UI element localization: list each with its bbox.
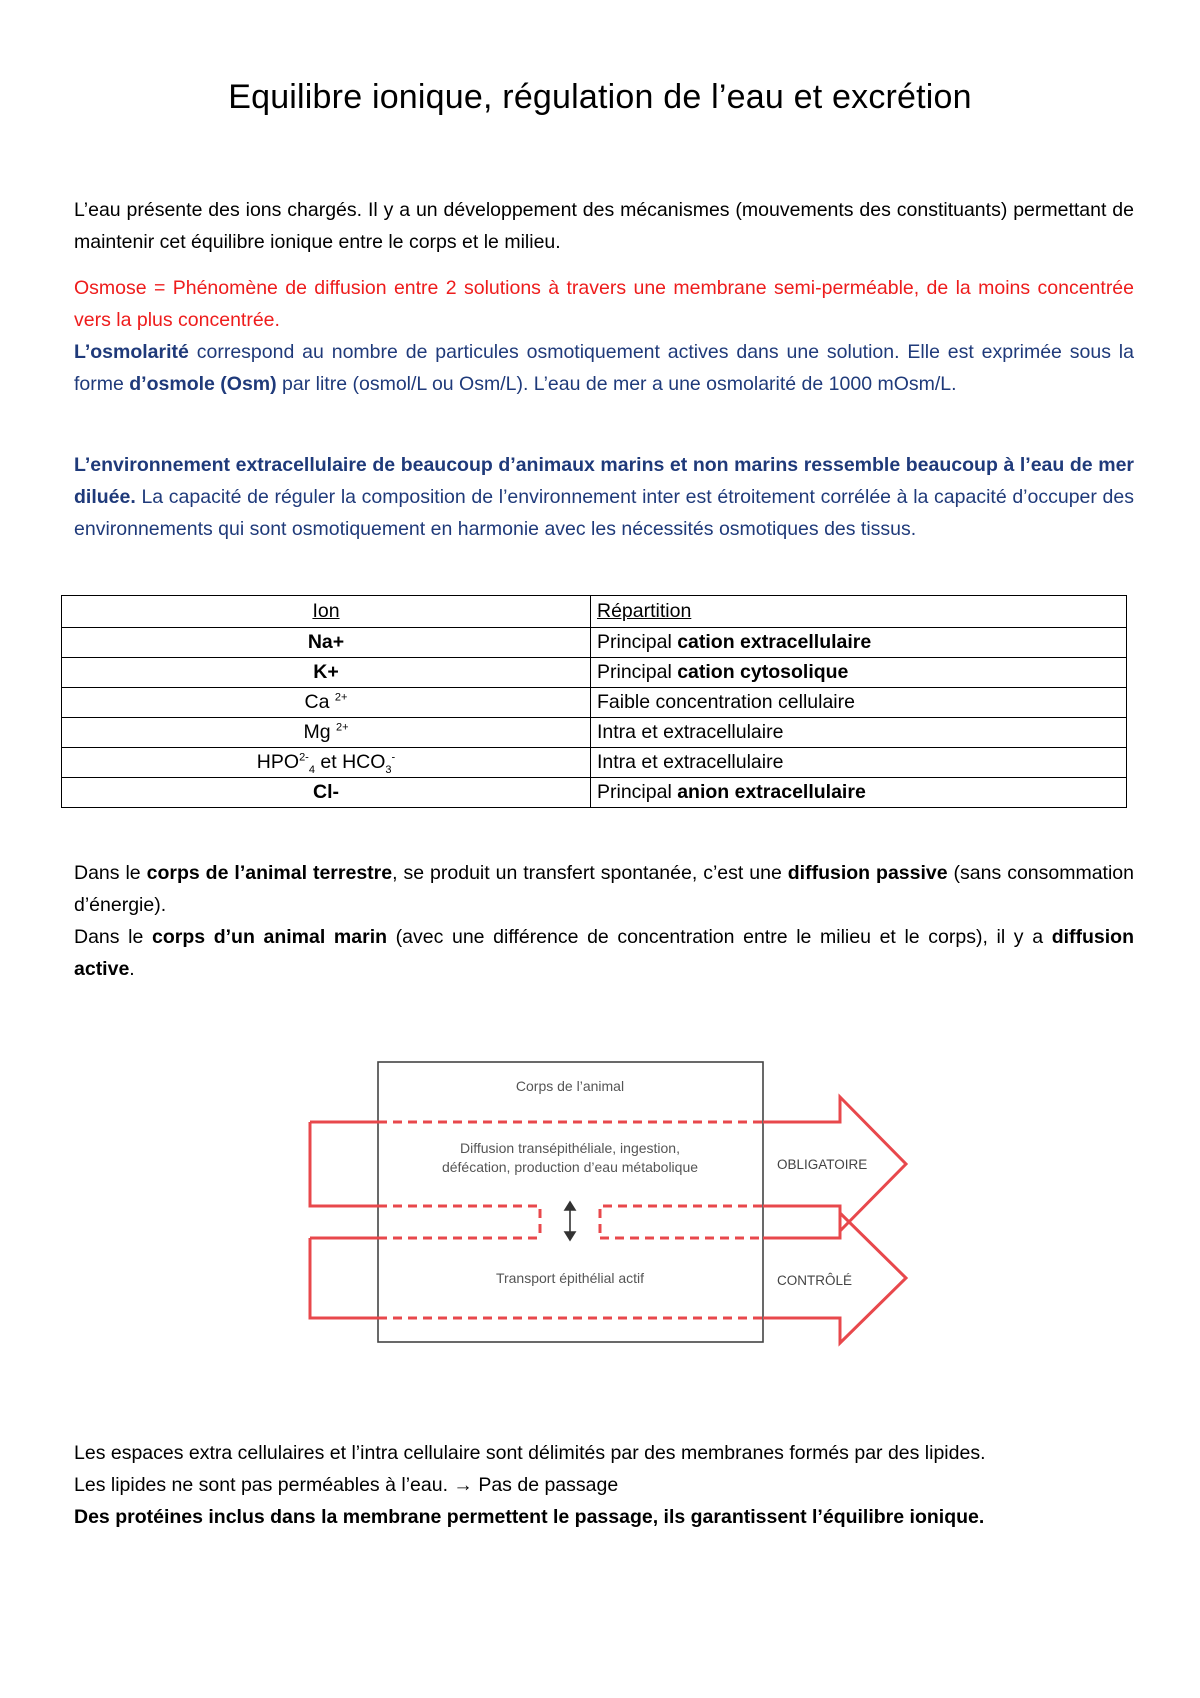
header-ion: Ion [62, 596, 591, 628]
top-arrow-lower-dashed-right [600, 1206, 763, 1233]
ion-charge-2: - [391, 751, 396, 764]
text-run: . [129, 958, 135, 980]
repartition-plain: Intra et extracellulaire [597, 721, 784, 743]
ion-charge: 2+ [335, 721, 349, 734]
table-row [62, 628, 1127, 658]
ion-cell [62, 748, 591, 778]
ion-name: Mg [303, 721, 331, 743]
table-row [62, 748, 1127, 778]
ion-cell [62, 688, 591, 718]
repartition-cell [591, 628, 1127, 658]
text-run: Dans le [74, 926, 152, 948]
controle-label: CONTRÔLÉ [777, 1273, 853, 1288]
repartition-bold: cation extracellulaire [677, 631, 872, 653]
diffusion-passive-paragraph [74, 857, 1134, 921]
text-run: (avec une différence de concentration entre le milieu et le corps), il y a [387, 926, 1052, 948]
repartition-bold: anion extracellulaire [677, 781, 866, 803]
text-run: , se produit un transfert spontanée, c’est une [392, 862, 788, 884]
membranes-line-1: Les espaces extra cellulaires et l’intra cellulaire sont délimités par des membranes formés par des lipides. [74, 1442, 986, 1464]
ion-charge: 2+ [334, 691, 348, 704]
page-title: Equilibre ionique, régulation de l’eau et excrétion [228, 78, 972, 116]
top-arrow-inlet [310, 1122, 378, 1206]
repartition-cell [591, 688, 1127, 718]
ion-cell [62, 778, 591, 808]
ion-name: HPO [256, 751, 300, 773]
membranes-line-2 [74, 1469, 1134, 1501]
ion-name: Cl- [313, 781, 339, 803]
double-arrow-up-head [565, 1202, 575, 1210]
text-run: Pas de passage [472, 1474, 619, 1496]
table-row [62, 778, 1127, 808]
exchange-double-arrow [565, 1202, 575, 1240]
repartition-cell [591, 778, 1127, 808]
repartition-cell [591, 658, 1127, 688]
animal-marin: corps d’un animal marin [151, 926, 388, 948]
repartition-plain: Principal [597, 631, 678, 653]
environnement-bold: L’environnement extracellulaire de beaucoup d’animaux marins et non marins ressemble beaucoup à l’eau de mer diluée. [74, 454, 1134, 508]
bottom-arrow-inlet [310, 1238, 378, 1318]
osmolarite-term: L’osmolarité [74, 341, 189, 363]
ion-name: Na+ [307, 631, 345, 653]
top-caption-line-2: défécation, production d’eau métabolique [441, 1159, 699, 1175]
table-row [62, 658, 1127, 688]
text-run: Les lipides ne sont pas perméables à l’eau. [74, 1474, 454, 1496]
top-caption-line-1: Diffusion transépithéliale, ingestion, [460, 1140, 680, 1156]
top-arrow-lower-dashed-left [378, 1206, 540, 1233]
osmolarite-text-2: par litre (osmol/L ou Osm/L). L’eau de mer a une osmolarité de 1000 mOsm/L. [276, 373, 957, 395]
text-run: (sans consommation d’énergie). [74, 862, 1134, 916]
osmolarite-text-1: correspond au nombre de particules osmotiquement actives dans une solution. Elle est exprimée sous la forme [74, 341, 1134, 395]
double-arrow-down-head [565, 1232, 575, 1240]
repartition-cell [591, 748, 1127, 778]
ion-charge: 2- [299, 751, 309, 764]
ion-name-2: et HCO [314, 751, 386, 773]
environnement-text: La capacité de réguler la composition de l’environnement inter est étroitement corrélée à la capacité d’occuper des environnements qui sont osmotiquement en harmonie avec les nécessités osmotiques des tissus. [74, 486, 1134, 540]
repartition-plain: Intra et extracellulaire [597, 751, 784, 773]
ion-index: 4 [308, 763, 315, 776]
box-title: Corps de l’animal [515, 1078, 625, 1094]
header-repartition: Répartition [591, 596, 1127, 628]
table-header-row [62, 596, 1127, 628]
animal-terrestre: corps de l’animal terrestre [146, 862, 393, 884]
diffusion-active-paragraph [74, 921, 1134, 985]
osmole-term: d’osmole (Osm) [129, 373, 277, 395]
ion-cell [62, 628, 591, 658]
intro-paragraph: L’eau présente des ions chargés. Il y a un développement des mécanismes (mouvements des constituants) permettant de maintenir cet équilibre ionique entre le corps et le milieu. [74, 199, 1134, 253]
ion-name: Ca [304, 691, 330, 713]
ion-table [61, 595, 1127, 808]
ion-cell [62, 718, 591, 748]
table-row [62, 718, 1127, 748]
right-arrow-icon: → [453, 1474, 473, 1496]
osmolarite-paragraph [74, 336, 1134, 400]
osmose-definition: Osmose = Phénomène de diffusion entre 2 solutions à travers une membrane semi-perméable, de la moins concentrée vers la plus concentrée. [74, 277, 1134, 331]
repartition-plain: Principal [597, 661, 678, 683]
membranes-line-3: Des protéines inclus dans la membrane permettent le passage, ils garantissent l’équilibre ionique. [74, 1506, 985, 1528]
obligatoire-label: OBLIGATOIRE [777, 1157, 868, 1172]
ion-index-2: 3 [385, 763, 392, 776]
ion-cell [62, 658, 591, 688]
bottom-caption: Transport épithélial actif [495, 1270, 645, 1286]
table-row [62, 688, 1127, 718]
repartition-cell [591, 718, 1127, 748]
environnement-paragraph [74, 449, 1134, 545]
diffusion-passive: diffusion passive [787, 862, 948, 884]
text-run: Dans le [74, 862, 147, 884]
repartition-bold: cation cytosolique [677, 661, 849, 683]
repartition-plain: Faible concentration cellulaire [597, 691, 855, 713]
repartition-plain: Principal [597, 781, 678, 803]
ion-name: K+ [313, 661, 339, 683]
water-exchange-diagram [300, 1050, 920, 1350]
diffusion-active: diffusion active [74, 926, 1135, 980]
